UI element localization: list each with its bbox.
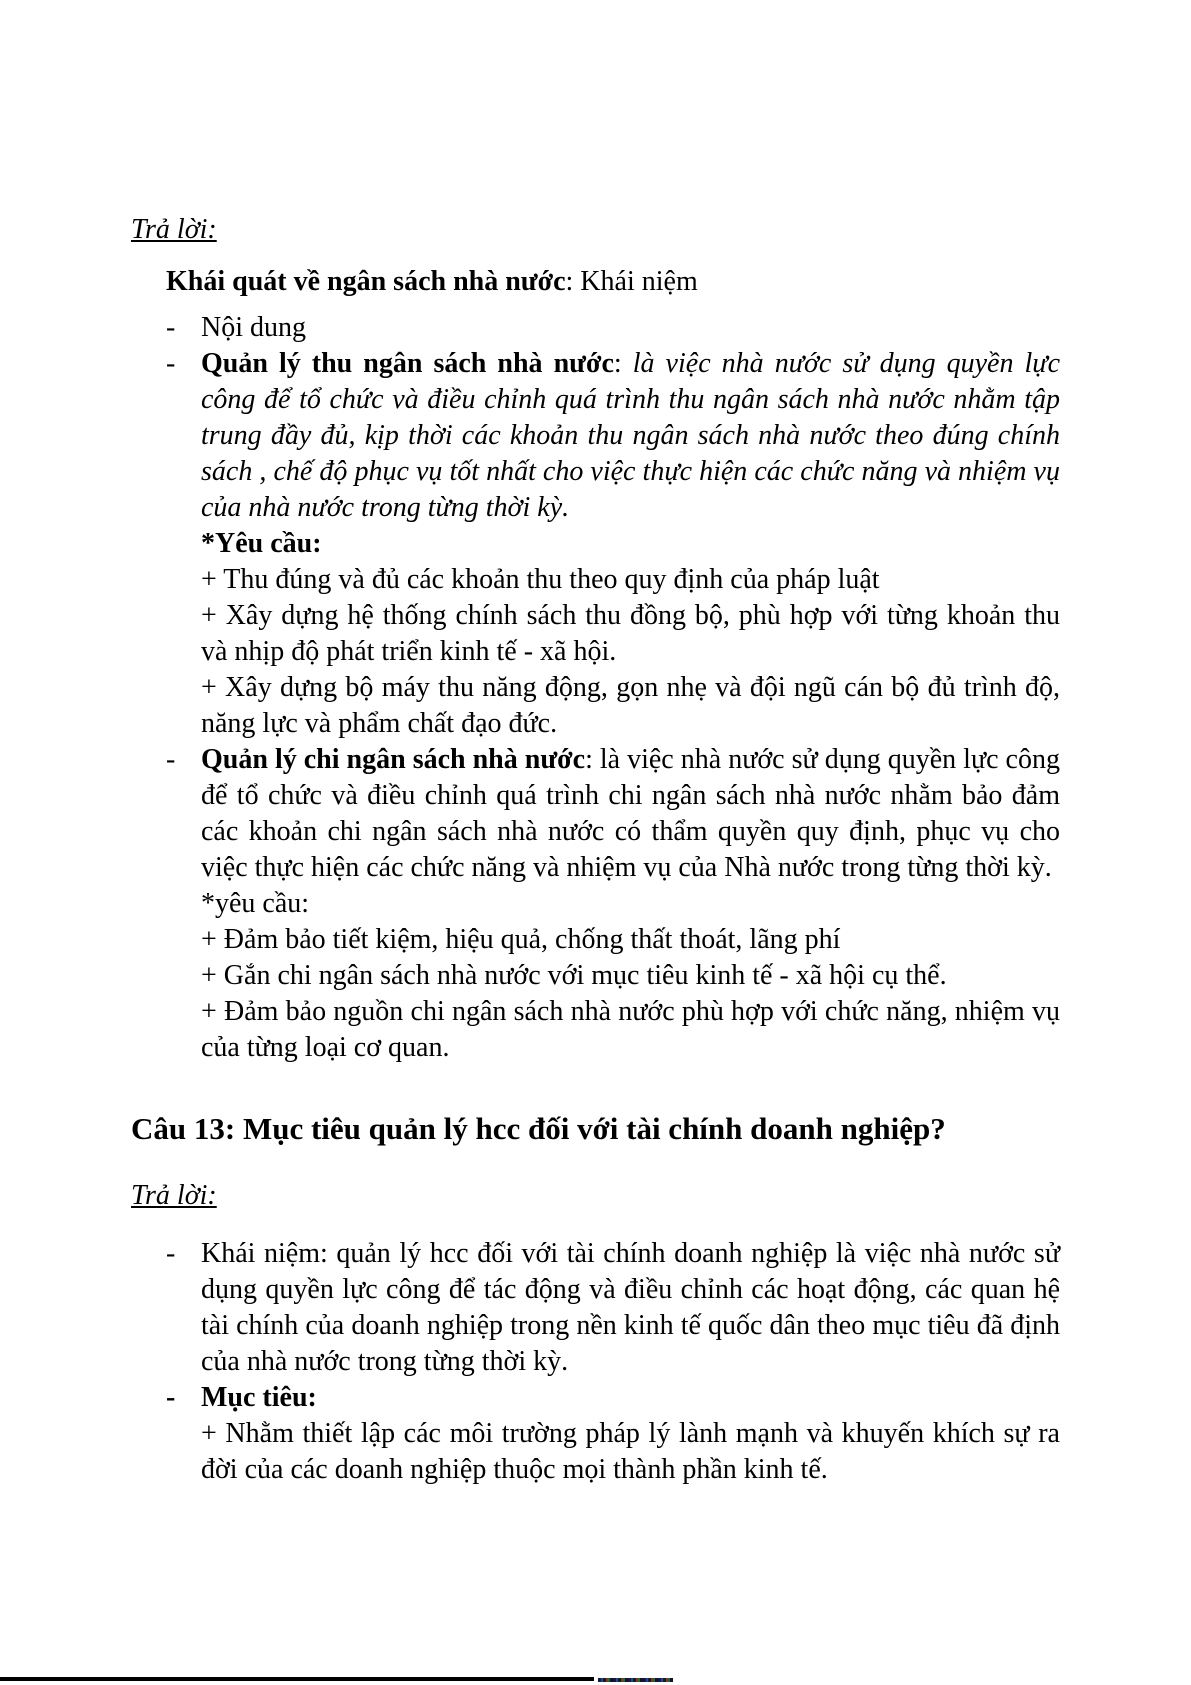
requirement-line: + Đảm bảo tiết kiệm, hiệu quả, chống thất thoát, lãng phí [201, 924, 841, 955]
footer-image-fragment [598, 1678, 673, 1682]
term-bold-text: Mục tiêu: [201, 1382, 317, 1413]
requirement-line: + Xây dựng bộ máy thu năng động, gọn nhẹ và đội ngũ cán bộ đủ trình độ, năng lực và phẩm chất đạo đức. [201, 672, 1060, 739]
requirements-title: *yêu cầu: [201, 888, 310, 919]
bullet-dash: - [166, 348, 176, 379]
term-bold-text: Quản lý thu ngân sách nhà nước [201, 348, 614, 379]
bullet-dash: - [166, 312, 176, 343]
list-item-khai-niem [131, 1236, 1060, 1380]
definition-paragraph [201, 346, 1060, 526]
list-item-noi-dung [131, 310, 1060, 346]
document-content [131, 0, 1060, 1488]
objective-line: + Nhằm thiết lập các môi trường pháp lý lành mạnh và khuyến khích sự ra đời của các doanh nghiệp thuộc mọi thành phần kinh tế. [201, 1418, 1060, 1485]
lead-paragraph [131, 264, 1060, 300]
definition-paragraph: Khái niệm: quản lý hcc đối với tài chính doanh nghiệp là việc nhà nước sử dụng quyền lực công để tác động và điều chỉnh các hoạt động, các quan hệ tài chính của doanh nghiệp trong nền kinh tế quốc dân theo mục tiêu đã định của nhà nước trong từng thời kỳ. [201, 1238, 1060, 1377]
definition-italic-text: là việc nhà nước sử dụng quyền lực công để tổ chức và điều chỉnh quá trình thu ngân sách nhà nước nhằm tập trung đầy đủ, kịp thời các khoản thu ngân sách nhà nước theo đúng chính sách , chế độ phục vụ tốt nhất cho việc thực hiện các chức năng và nhiệm vụ của nhà nước trong từng thời kỳ. [201, 348, 1060, 523]
requirement-line: + Đảm bảo nguồn chi ngân sách nhà nước phù hợp với chức năng, nhiệm vụ của từng loại cơ quan. [201, 996, 1060, 1063]
list-item-muc-tieu [131, 1380, 1060, 1488]
definition-paragraph [201, 742, 1060, 886]
bullet-dash: - [166, 1238, 176, 1269]
requirement-line: + Gắn chi ngân sách nhà nước với mục tiêu kinh tế - xã hội cụ thể. [201, 960, 947, 991]
question-13-heading: Câu 13: Mục tiêu quản lý hcc đối với tài chính doanh nghiệp? [131, 1111, 946, 1146]
bullet-dash: - [166, 1382, 176, 1413]
requirement-line: + Thu đúng và đủ các khoản thu theo quy định của pháp luật [201, 564, 880, 595]
list-item-quan-ly-thu [131, 346, 1060, 742]
lead-rest-text: : Khái niệm [565, 266, 698, 297]
requirement-line: + Xây dựng hệ thống chính sách thu đồng bộ, phù hợp với từng khoản thu và nhịp độ phát triển kinh tế - xã hội. [201, 600, 1060, 667]
term-bold-text: Quản lý chi ngân sách nhà nước [201, 744, 586, 775]
answer-label-2: Trả lời: [131, 1180, 217, 1211]
bullet-list-section1 [131, 310, 1060, 1066]
list-item-quan-ly-chi [131, 742, 1060, 1066]
bullet-dash: - [166, 744, 176, 775]
definition-rest-text: : là việc nhà nước sử dụng quyền lực công để tổ chức và điều chỉnh quá trình chi ngân sách nhà nước nhằm bảo đảm các khoản chi ngân sách nhà nước có thẩm quyền quy định, phục vụ cho việc thực hiện các chức năng và nhiệm vụ của Nhà nước trong từng thời kỳ. [201, 744, 1060, 883]
lead-bold-text: Khái quát về ngân sách nhà nước [166, 266, 566, 297]
bullet-list-section2 [131, 1236, 1060, 1488]
list-item-text: Nội dung [201, 312, 306, 343]
footer-divider-line [0, 1677, 594, 1681]
requirements-title: *Yêu cầu: [201, 528, 322, 559]
term-separator: : [613, 348, 633, 379]
answer-label-1: Trả lời: [131, 214, 217, 245]
